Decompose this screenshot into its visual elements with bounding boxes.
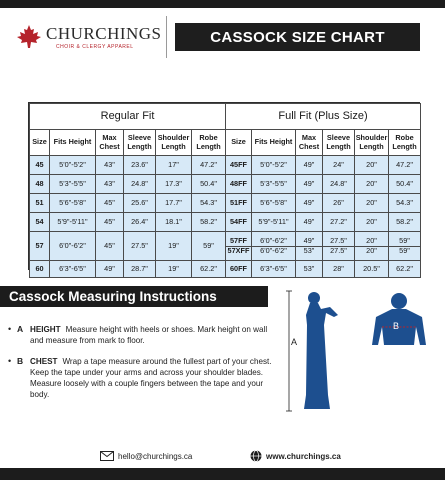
table-cell: 51 bbox=[30, 194, 50, 213]
email-link[interactable]: hello@churchings.ca bbox=[118, 451, 193, 461]
column-header: Robe Length bbox=[389, 130, 421, 156]
instruction-chest bbox=[8, 356, 278, 400]
footer-email[interactable] bbox=[100, 448, 192, 464]
table-row bbox=[30, 261, 226, 278]
top-bar bbox=[0, 0, 445, 8]
side-figure bbox=[304, 292, 338, 409]
cell-part: 27.5" bbox=[323, 246, 354, 255]
size-tables bbox=[28, 102, 420, 273]
height-measure-line bbox=[286, 291, 292, 411]
table-cell: 5'0"-5'2" bbox=[50, 156, 96, 175]
table-cell: 6'3"-6'5" bbox=[50, 261, 96, 278]
table-cell: 5'3"-5'5" bbox=[50, 175, 96, 194]
table-cell: 54.3" bbox=[192, 194, 226, 213]
table-cell: 5'3"-5'5" bbox=[252, 175, 296, 194]
column-header: Size bbox=[30, 130, 50, 156]
table-cell: 50.4" bbox=[389, 175, 421, 194]
table-cell: 60FF bbox=[226, 261, 252, 278]
column-header: Max Chest bbox=[96, 130, 124, 156]
table-cell: 48FF bbox=[226, 175, 252, 194]
table-cell: 26" bbox=[323, 194, 355, 213]
table-cell: 20" bbox=[355, 175, 389, 194]
table-row bbox=[226, 156, 421, 175]
cell-part: 57FF bbox=[229, 236, 248, 246]
table-cell: 20" bbox=[355, 194, 389, 213]
table-cell bbox=[252, 232, 296, 261]
instruction-term: HEIGHT bbox=[30, 325, 61, 334]
full-fit-title: Full Fit (Plus Size) bbox=[226, 104, 421, 130]
table-cell: 24.8" bbox=[323, 175, 355, 194]
table-cell: 62.2" bbox=[192, 261, 226, 278]
table-cell: 45 bbox=[30, 156, 50, 175]
table-cell: 20" bbox=[355, 156, 389, 175]
table-row bbox=[226, 194, 421, 213]
table-cell: 19" bbox=[156, 232, 192, 261]
table-row bbox=[30, 156, 226, 175]
table-cell: 17.3" bbox=[156, 175, 192, 194]
table-cell: 24" bbox=[323, 156, 355, 175]
column-header: Max Chest bbox=[296, 130, 323, 156]
page-title: CASSOCK SIZE CHART bbox=[175, 23, 420, 51]
table-cell: 58.2" bbox=[192, 213, 226, 232]
table-cell: 6'3"-6'5" bbox=[252, 261, 296, 278]
table-cell: 5'6"-5'8" bbox=[252, 194, 296, 213]
instruction-marker: A bbox=[17, 324, 24, 334]
table-cell: 27.2" bbox=[323, 213, 355, 232]
footer-website[interactable] bbox=[250, 448, 341, 464]
table-cell bbox=[226, 232, 252, 261]
table-cell: 19" bbox=[156, 261, 192, 278]
table-cell bbox=[389, 232, 421, 261]
table-cell: 49" bbox=[96, 261, 124, 278]
table-cell: 45FF bbox=[226, 156, 252, 175]
table-cell: 23.6" bbox=[124, 156, 156, 175]
table-cell: 27.5" bbox=[124, 232, 156, 261]
table-cell: 20.5" bbox=[355, 261, 389, 278]
table-cell: 45" bbox=[96, 232, 124, 261]
column-header: Sleeve Length bbox=[124, 130, 156, 156]
table-row bbox=[226, 261, 421, 278]
measuring-illustration bbox=[286, 285, 436, 415]
bullet-icon: • bbox=[8, 356, 12, 366]
table-cell bbox=[296, 232, 323, 261]
column-header: Sleeve Length bbox=[323, 130, 355, 156]
table-cell: 49" bbox=[296, 175, 323, 194]
table-cell: 53" bbox=[296, 261, 323, 278]
table-header-row bbox=[226, 130, 421, 156]
instruction-text: Measure height with heels or shoes. Mark height on wall and measure from mark to floor. bbox=[30, 325, 268, 345]
table-cell: 45" bbox=[96, 194, 124, 213]
table-cell bbox=[355, 232, 389, 261]
table-cell: 5'6"-5'8" bbox=[50, 194, 96, 213]
envelope-icon bbox=[100, 451, 114, 461]
column-header: Fits Height bbox=[252, 130, 296, 156]
website-link[interactable]: www.churchings.ca bbox=[266, 451, 341, 461]
cell-part: 57XFF bbox=[227, 245, 250, 255]
brand-tagline: CHOIR & CLERGY APPAREL bbox=[56, 44, 134, 50]
column-header: Shoulder Length bbox=[355, 130, 389, 156]
brand-name: CHURCHINGS bbox=[46, 24, 162, 43]
cell-part: 20" bbox=[355, 246, 388, 255]
table-cell: 28.7" bbox=[124, 261, 156, 278]
table-cell: 49" bbox=[296, 156, 323, 175]
cell-part: 27.5" bbox=[330, 236, 347, 246]
instruction-text: Wrap a tape measure around the fullest part of your chest. Keep the tape under your arms and across your shoulder blades. Measure loosely with a couple fingers between the tape and your body. bbox=[30, 357, 272, 399]
table-cell: 43" bbox=[96, 156, 124, 175]
table-row-split bbox=[226, 232, 421, 261]
table-cell: 54.3" bbox=[389, 194, 421, 213]
table-cell: 28" bbox=[323, 261, 355, 278]
cell-part: 59" bbox=[389, 246, 420, 255]
table-cell: 24.8" bbox=[124, 175, 156, 194]
table-cell: 45" bbox=[96, 213, 124, 232]
column-header: Fits Height bbox=[50, 130, 96, 156]
column-header: Size bbox=[226, 130, 252, 156]
table-row bbox=[30, 175, 226, 194]
table-row bbox=[226, 175, 421, 194]
regular-fit-table bbox=[29, 103, 226, 278]
regular-fit-title: Regular Fit bbox=[30, 104, 226, 130]
bullet-icon: • bbox=[8, 324, 12, 334]
full-fit-table bbox=[225, 103, 421, 278]
table-cell: 25.6" bbox=[124, 194, 156, 213]
table-cell: 48 bbox=[30, 175, 50, 194]
table-cell: 54 bbox=[30, 213, 50, 232]
table-cell: 17" bbox=[156, 156, 192, 175]
table-cell: 57 bbox=[30, 232, 50, 261]
cell-part: 20" bbox=[366, 236, 377, 246]
cell-part: 59" bbox=[399, 236, 410, 246]
table-cell: 26.4" bbox=[124, 213, 156, 232]
figure-label-a: A bbox=[291, 337, 298, 347]
figure-label-b: B bbox=[393, 321, 400, 331]
table-row bbox=[30, 232, 226, 261]
table-cell: 6'0"-6'2" bbox=[50, 232, 96, 261]
cell-part: 6'0"-6'2" bbox=[260, 236, 287, 246]
bottom-bar bbox=[0, 468, 445, 480]
table-cell: 50.4" bbox=[192, 175, 226, 194]
table-cell: 60 bbox=[30, 261, 50, 278]
table-cell: 62.2" bbox=[389, 261, 421, 278]
table-cell: 5'0"-5'2" bbox=[252, 156, 296, 175]
cell-part: 49" bbox=[303, 236, 315, 246]
table-row bbox=[226, 213, 421, 232]
table-cell: 5'9"-5'11" bbox=[252, 213, 296, 232]
table-header-row bbox=[30, 130, 226, 156]
table-cell: 51FF bbox=[226, 194, 252, 213]
instruction-term: CHEST bbox=[30, 357, 58, 366]
header-divider bbox=[166, 16, 167, 58]
table-row bbox=[30, 194, 226, 213]
table-cell: 54FF bbox=[226, 213, 252, 232]
table-cell: 59" bbox=[192, 232, 226, 261]
cell-part: 6'0"-6'2" bbox=[252, 246, 295, 255]
globe-icon bbox=[250, 450, 262, 462]
instruction-marker: B bbox=[17, 356, 24, 366]
logo bbox=[16, 22, 166, 56]
table-cell: 43" bbox=[96, 175, 124, 194]
maple-leaf-icon bbox=[16, 24, 42, 50]
table-cell: 5'9"-5'11" bbox=[50, 213, 96, 232]
table-cell: 49" bbox=[296, 213, 323, 232]
table-cell: 20" bbox=[355, 213, 389, 232]
table-cell: 47.2" bbox=[389, 156, 421, 175]
table-cell: 18.1" bbox=[156, 213, 192, 232]
table-row bbox=[30, 213, 226, 232]
instruction-height bbox=[8, 324, 278, 346]
table-cell: 58.2" bbox=[389, 213, 421, 232]
table-cell: 17.7" bbox=[156, 194, 192, 213]
column-header: Shoulder Length bbox=[156, 130, 192, 156]
back-figure bbox=[372, 293, 426, 345]
instructions-heading: Cassock Measuring Instructions bbox=[0, 286, 268, 307]
table-cell: 47.2" bbox=[192, 156, 226, 175]
cell-part: 53" bbox=[296, 246, 322, 255]
table-cell bbox=[323, 232, 355, 261]
table-cell: 49" bbox=[296, 194, 323, 213]
column-header: Robe Length bbox=[192, 130, 226, 156]
